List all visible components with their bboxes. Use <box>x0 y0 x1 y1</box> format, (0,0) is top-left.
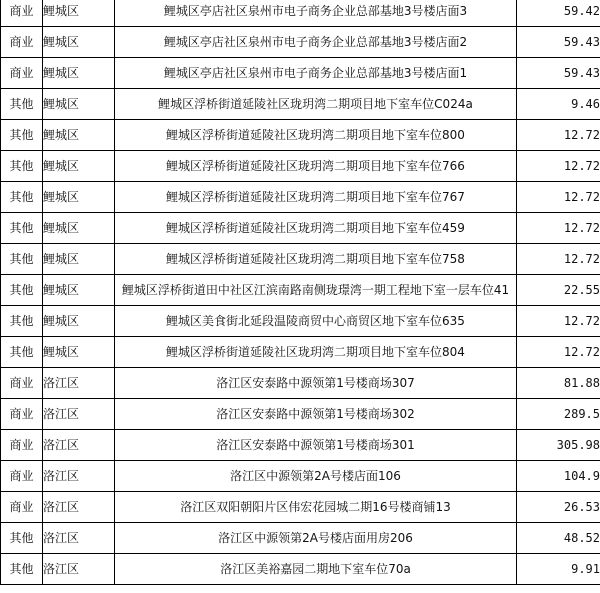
cell-area: 59.43 <box>517 58 600 89</box>
cell-district: 洛江区 <box>43 461 115 492</box>
cell-address: 鲤城区亭店社区泉州市电子商务企业总部基地3号楼店面2 <box>115 27 517 58</box>
cell-type: 其他 <box>1 275 43 306</box>
cell-district: 洛江区 <box>43 492 115 523</box>
cell-type: 其他 <box>1 182 43 213</box>
cell-district: 鲤城区 <box>43 27 115 58</box>
cell-district: 洛江区 <box>43 430 115 461</box>
cell-address: 洛江区安泰路中源领第1号楼商场307 <box>115 368 517 399</box>
cell-area: 22.55 <box>517 275 600 306</box>
cell-type: 其他 <box>1 554 43 585</box>
cell-district: 鲤城区 <box>43 89 115 120</box>
cell-district: 鲤城区 <box>43 151 115 182</box>
table-row <box>1 430 600 461</box>
cell-address: 鲤城区浮桥街道延陵社区珑玥湾二期项目地下室车位767 <box>115 182 517 213</box>
table-row <box>1 27 600 58</box>
cell-district: 鲤城区 <box>43 337 115 368</box>
table-row <box>1 213 600 244</box>
cell-type: 商业 <box>1 399 43 430</box>
cell-type: 其他 <box>1 244 43 275</box>
table-row <box>1 399 600 430</box>
cell-area: 59.43 <box>517 27 600 58</box>
cell-address: 鲤城区浮桥街道延陵社区珑玥湾二期项目地下室车位766 <box>115 151 517 182</box>
cell-type: 其他 <box>1 523 43 554</box>
cell-type: 其他 <box>1 151 43 182</box>
cell-district: 洛江区 <box>43 554 115 585</box>
cell-district: 洛江区 <box>43 399 115 430</box>
cell-area: 289.5 <box>517 399 600 430</box>
cell-area: 104.9 <box>517 461 600 492</box>
cell-area: 59.42 <box>517 0 600 27</box>
cell-type: 其他 <box>1 213 43 244</box>
cell-district: 洛江区 <box>43 368 115 399</box>
cell-type: 商业 <box>1 461 43 492</box>
cell-district: 鲤城区 <box>43 306 115 337</box>
cell-district: 洛江区 <box>43 523 115 554</box>
table-row <box>1 151 600 182</box>
cell-type: 商业 <box>1 27 43 58</box>
cell-address: 洛江区中源领第2A号楼店面用房206 <box>115 523 517 554</box>
cell-district: 鲤城区 <box>43 275 115 306</box>
cell-type: 其他 <box>1 89 43 120</box>
cell-type: 商业 <box>1 368 43 399</box>
cell-type: 商业 <box>1 430 43 461</box>
cell-address: 洛江区中源领第2A号楼店面106 <box>115 461 517 492</box>
cell-type: 其他 <box>1 337 43 368</box>
cell-address: 鲤城区浮桥街道延陵社区珑玥湾二期项目地下室车位804 <box>115 337 517 368</box>
cell-address: 洛江区双阳朝阳片区伟宏花园城二期16号楼商铺13 <box>115 492 517 523</box>
cell-area: 9.91 <box>517 554 600 585</box>
cell-address: 鲤城区浮桥街道田中社区江滨南路南侧珑璟湾一期工程地下室一层车位41 <box>115 275 517 306</box>
cell-area: 305.98 <box>517 430 600 461</box>
table-row <box>1 306 600 337</box>
table-row <box>1 58 600 89</box>
table-row <box>1 89 600 120</box>
cell-area: 12.72 <box>517 120 600 151</box>
cell-address: 鲤城区亭店社区泉州市电子商务企业总部基地3号楼店面3 <box>115 0 517 27</box>
cell-address: 鲤城区浮桥街道延陵社区珑玥湾二期项目地下室车位800 <box>115 120 517 151</box>
cell-district: 鲤城区 <box>43 120 115 151</box>
cell-area: 12.72 <box>517 244 600 275</box>
table-row <box>1 182 600 213</box>
cell-district: 鲤城区 <box>43 182 115 213</box>
cell-area: 9.46 <box>517 89 600 120</box>
table-row <box>1 461 600 492</box>
cell-area: 12.72 <box>517 182 600 213</box>
cell-area: 12.72 <box>517 151 600 182</box>
cell-area: 48.52 <box>517 523 600 554</box>
table-row <box>1 244 600 275</box>
table-row <box>1 368 600 399</box>
cell-address: 洛江区美裕嘉园二期地下室车位70a <box>115 554 517 585</box>
table-row <box>1 337 600 368</box>
cell-type: 商业 <box>1 58 43 89</box>
cell-type: 商业 <box>1 0 43 27</box>
cell-address: 鲤城区美食街北延段温陵商贸中心商贸区地下室车位635 <box>115 306 517 337</box>
cell-address: 鲤城区浮桥街道延陵社区珑玥湾二期项目地下室车位C024a <box>115 89 517 120</box>
cell-address: 鲤城区亭店社区泉州市电子商务企业总部基地3号楼店面1 <box>115 58 517 89</box>
cell-area: 12.72 <box>517 337 600 368</box>
cell-type: 其他 <box>1 306 43 337</box>
cell-district: 鲤城区 <box>43 213 115 244</box>
cell-district: 鲤城区 <box>43 244 115 275</box>
cell-type: 商业 <box>1 492 43 523</box>
table-row <box>1 120 600 151</box>
cell-address: 洛江区安泰路中源领第1号楼商场301 <box>115 430 517 461</box>
table-row <box>1 492 600 523</box>
cell-area: 12.72 <box>517 306 600 337</box>
cell-district: 鲤城区 <box>43 0 115 27</box>
cell-address: 鲤城区浮桥街道延陵社区珑玥湾二期项目地下室车位459 <box>115 213 517 244</box>
table-row <box>1 275 600 306</box>
cell-district: 鲤城区 <box>43 58 115 89</box>
cell-area: 26.53 <box>517 492 600 523</box>
cell-type: 其他 <box>1 120 43 151</box>
cell-address: 鲤城区浮桥街道延陵社区珑玥湾二期项目地下室车位758 <box>115 244 517 275</box>
cell-address: 洛江区安泰路中源领第1号楼商场302 <box>115 399 517 430</box>
cell-area: 81.88 <box>517 368 600 399</box>
cell-area: 12.72 <box>517 213 600 244</box>
table-row <box>1 0 600 27</box>
table-row <box>1 523 600 554</box>
table-row <box>1 554 600 585</box>
